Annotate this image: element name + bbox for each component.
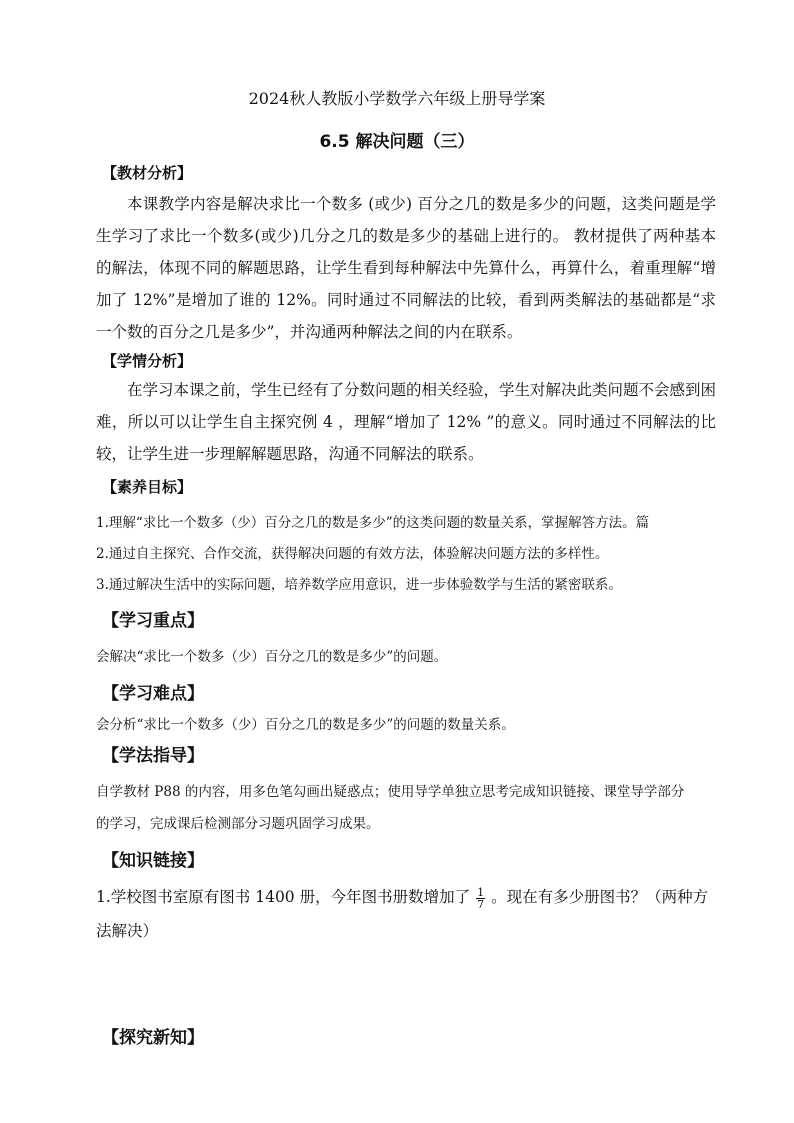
question-text-before: 1.学校图书室原有图书 1400 册，今年图书册数增加了 (96, 888, 471, 906)
heading-difficulty: 【学习难点】 (102, 684, 204, 704)
analysis-paragraph: 本课教学内容是解决求比一个数多 (或少) 百分之几的数是多少的问题，这类问题是学生学习了求比一个数多(或少)几分之几的数是多少的基础上进行的。 教材提供了两种基本的解法，体现不同的解题思路，让学生看到每种解法中先算什么，再算什么，着重理解“增加了 12%”是增加了谁的 12%。同时通过不同解法的比较，看到两类解法的基础都是“求一个数的百分之几是多少”，并沟通两种解法之间的内在联系。 (96, 195, 716, 341)
fraction-denominator: 7 (477, 897, 485, 911)
method-line-1: 自学教材 P88 的内容，用多色笔勾画出疑惑点；使用导学单独立思考完成知识链接、课堂导学部分 (96, 784, 685, 800)
heading-goals: 【素养目标】 (102, 478, 193, 496)
heading-explore: 【探究新知】 (102, 1028, 204, 1048)
method-line-2: 的学习，完成课后检测部分习题巩固学习成果。 (96, 816, 380, 832)
document-title: 2024秋人教版小学数学六年级上册导学案 (248, 89, 546, 108)
fraction-numerator: 1 (477, 885, 485, 899)
heading-key: 【学习重点】 (102, 611, 204, 631)
learner-paragraph: 在学习本课之前，学生已经有了分数问题的相关经验，学生对解决此类问题不会感到困难，所以可以让学生自主探究例 4 ，理解“增加了 12% ”的意义。同时通过不同解法的比较，让学生进一步理解解题思路，沟通不同解法的联系。 (96, 381, 717, 463)
goal-item-3: 3.通过解决生活中的实际问题，培养数学应用意识，进一步体验数学与生活的紧密联系。 (96, 577, 622, 593)
heading-method: 【学法指导】 (102, 746, 204, 766)
fraction (476, 887, 485, 910)
heading-learner: 【学情分析】 (102, 352, 193, 370)
heading-analysis: 【教材分析】 (102, 164, 193, 182)
question-text-after: 。现在有多少册图书？（两种方 (491, 888, 709, 906)
link-question-1 (96, 880, 716, 948)
goal-item-1: 1.理解“求比一个数多（少）百分之几的数是多少”的这类问题的数量关系，掌握解答方法。篇 (96, 515, 650, 531)
key-text: 会解决“求比一个数多（少）百分之几的数是多少”的问题。 (96, 649, 448, 665)
lesson-title: 6.5 解决问题（三） (319, 132, 475, 152)
question-text-line2: 法解决） (96, 922, 159, 940)
goal-item-2: 2.通过自主探究、合作交流，获得解决问题的有效方法，体验解决问题方法的多样性。 (96, 546, 609, 562)
heading-link: 【知识链接】 (102, 851, 204, 871)
difficulty-text: 会分析“求比一个数多（少）百分之几的数是多少”的问题的数量关系。 (96, 717, 515, 733)
